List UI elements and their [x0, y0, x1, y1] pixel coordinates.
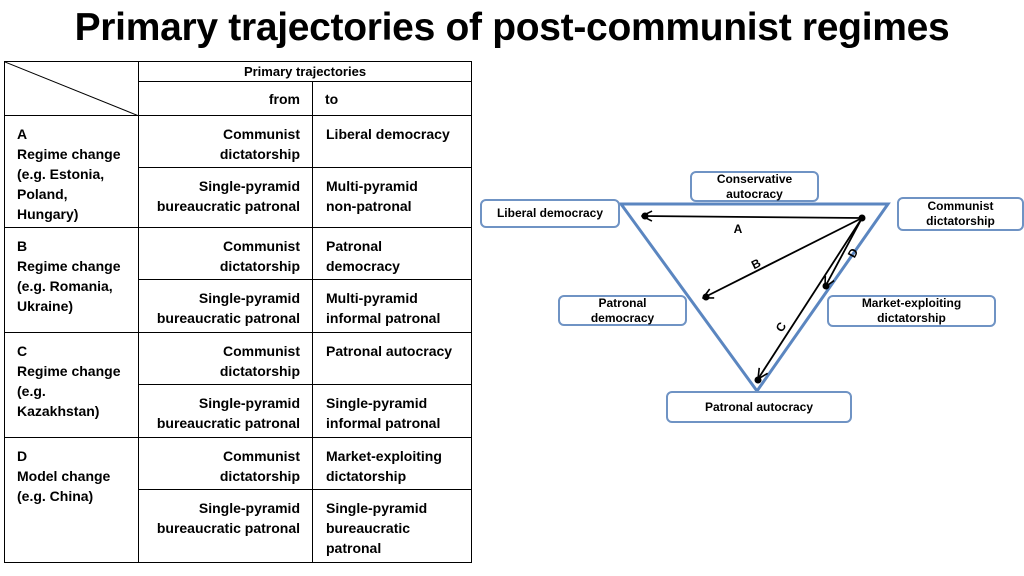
node-conservative-autocracy — [690, 171, 819, 202]
from-text: Single-pyramid — [198, 178, 300, 194]
from-text: Communist — [223, 126, 300, 142]
node-market-exploiting-dictatorship — [827, 295, 996, 327]
arrow-b — [703, 218, 862, 298]
node-patronal-autocracy — [666, 391, 852, 423]
case-text: (e.g. Estonia, — [17, 166, 105, 182]
to-text: informal patronal — [326, 310, 441, 326]
node-communist-dictatorship — [897, 197, 1024, 231]
to-text: Patronal autocracy — [326, 343, 453, 359]
node-label: Communist — [927, 199, 994, 213]
from-text: bureaucratic patronal — [156, 198, 300, 214]
to-text: bureaucratic — [326, 520, 411, 536]
case-text: (e.g. China) — [17, 488, 94, 504]
from-text: dictatorship — [219, 468, 300, 484]
case-text: Regime change — [17, 258, 121, 274]
from-text: Communist — [223, 448, 300, 464]
from-text: dictatorship — [219, 363, 300, 379]
to-text: informal patronal — [326, 415, 441, 431]
to-text: dictatorship — [326, 468, 407, 484]
from-text: bureaucratic patronal — [156, 310, 300, 326]
point-liberal — [642, 213, 649, 220]
case-text: Ukraine) — [17, 298, 74, 314]
header-from: from — [139, 82, 313, 116]
arrow-label-b: B — [748, 255, 764, 273]
node-label: dictatorship — [926, 214, 995, 228]
from-text: bureaucratic patronal — [156, 415, 300, 431]
case-text: Regime change — [17, 146, 121, 162]
arrow-label-c: C — [772, 319, 790, 335]
case-text: (e.g. Romania, — [17, 278, 113, 294]
header-primary-trajectories: Primary trajectories — [139, 62, 472, 82]
case-text: Kazakhstan) — [17, 403, 100, 419]
case-text: C — [17, 343, 28, 359]
arrow-label-d: D — [844, 245, 862, 261]
point-communist — [859, 215, 866, 222]
from-text: Single-pyramid — [198, 500, 300, 516]
node-label: democracy — [590, 310, 655, 325]
case-text: B — [17, 238, 28, 254]
page-title: Primary trajectories of post-communist regimes — [74, 6, 950, 49]
case-text: Hungary) — [17, 206, 79, 222]
node-label: dictatorship — [877, 311, 946, 325]
point-patronal-autocracy — [755, 377, 762, 384]
from-text: Communist — [223, 343, 300, 359]
to-text: patronal — [326, 540, 382, 556]
to-text: Multi-pyramid — [326, 178, 418, 194]
node-label: Patronal — [598, 295, 647, 310]
to-text: Liberal democracy — [326, 126, 450, 142]
to-text: Multi-pyramid — [326, 290, 418, 306]
arrow-label-a: A — [733, 222, 743, 236]
from-text: Single-pyramid — [198, 290, 300, 306]
to-text: Patronal — [326, 238, 383, 254]
point-patronal-democracy — [703, 294, 710, 301]
from-text: dictatorship — [219, 146, 300, 162]
to-text: Single-pyramid — [326, 395, 428, 411]
node-patronal-democracy — [558, 295, 687, 326]
node-label: Liberal democracy — [496, 206, 604, 220]
from-text: dictatorship — [219, 258, 300, 274]
node-label: Market-exploiting — [861, 296, 962, 310]
to-text: non-patronal — [326, 198, 412, 214]
node-label: Patronal autocracy — [704, 399, 814, 414]
node-label: autocracy — [726, 186, 783, 201]
node-liberal-democracy — [480, 199, 620, 228]
from-text: Communist — [223, 238, 300, 254]
from-text: Single-pyramid — [198, 395, 300, 411]
to-text: democracy — [326, 258, 400, 274]
to-text: Market-exploiting — [326, 448, 442, 464]
case-text: (e.g. — [17, 383, 46, 399]
case-text: Model change — [17, 468, 111, 484]
case-text: Poland, — [17, 186, 68, 202]
point-market-exploiting — [823, 283, 830, 290]
arrow-a — [642, 216, 862, 218]
to-text: Single-pyramid — [326, 500, 428, 516]
from-text: bureaucratic patronal — [156, 520, 300, 536]
case-text: D — [17, 448, 28, 464]
case-text: A — [17, 126, 28, 142]
case-text: Regime change — [17, 363, 121, 379]
node-label: Conservative — [716, 171, 793, 186]
header-to: to — [313, 82, 472, 116]
